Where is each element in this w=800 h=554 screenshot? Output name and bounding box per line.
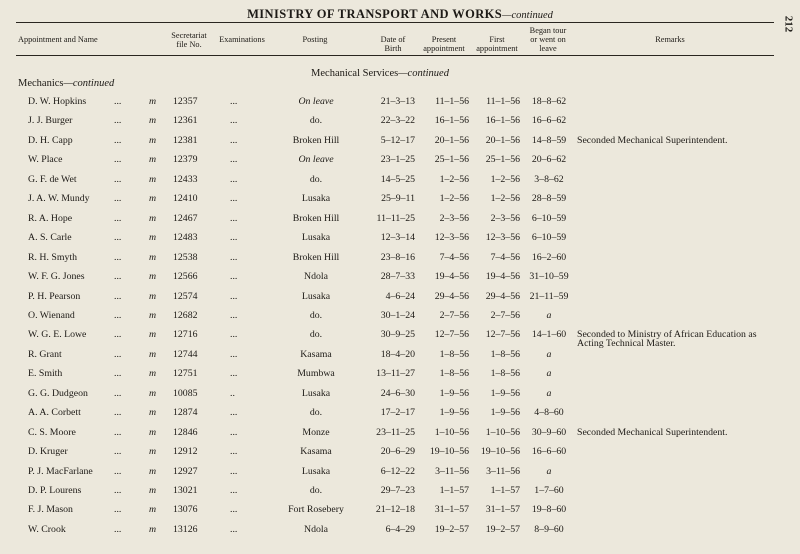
header-rule-top [16,22,774,23]
examinations-dots: ... [230,290,238,302]
present-appointment: 19–4–56 [434,271,469,283]
group-label [18,78,114,89]
sex-code: m [149,504,157,516]
staff-name: G. F. de Wet [28,173,77,185]
sex-code: m [149,290,157,302]
leader-dots: ... [114,368,122,380]
col-tour-line1: Began tour [529,26,567,35]
date-of-birth: 18–4–20 [380,348,415,360]
table-row [0,386,800,402]
page-title [0,7,800,22]
table-row [0,502,800,518]
table-row [0,211,800,227]
examinations-dots: ... [230,271,238,283]
leader-dots: ... [114,154,122,166]
file-number: 12927 [173,465,198,477]
examinations-dots: ... [230,173,238,185]
col-present [415,36,473,54]
file-number: 12381 [173,134,198,146]
table-row [0,191,800,207]
posting: do. [309,173,323,185]
col-tour-line2: or went on [530,34,566,44]
first-appointment: 25–1–56 [485,154,520,166]
date-of-birth: 23–8–16 [380,251,415,263]
col-present-line2: appointment [423,43,465,53]
began-tour: 30–9–60 [531,426,567,438]
first-appointment: 12–7–56 [485,329,520,341]
began-tour: 1–7–60 [534,485,564,496]
file-number: 13021 [173,485,198,496]
posting: do. [309,407,323,419]
col-dob-line1: Date of [380,35,406,44]
table-row [0,289,800,305]
examinations-dots: ... [230,309,238,321]
file-number: 12912 [173,446,198,458]
ministry-title: MINISTRY OF TRANSPORT AND WORKS [247,7,503,21]
staff-name: A. S. Carle [28,232,72,244]
staff-name: P. J. MacFarlane [28,465,93,477]
began-tour: 4–8–60 [534,407,564,419]
staff-name: D. H. Capp [28,134,73,146]
began-tour: 16–6–62 [531,115,567,127]
first-appointment: 3–11–56 [486,465,520,477]
present-appointment: 19–10–56 [429,446,469,458]
first-appointment: 7–4–56 [490,251,520,263]
examinations-dots: ... [230,193,238,205]
began-tour: 19–8–60 [531,504,567,516]
examinations-dots: ... [230,251,238,263]
table-row [0,405,800,421]
posting: do. [309,309,323,321]
date-of-birth: 29–7–23 [380,485,415,496]
present-appointment: 12–7–56 [434,329,469,341]
staff-name: R. A. Hope [28,212,73,224]
posting: Mumbwa [297,368,335,380]
group-label-text: Mechanics [18,78,64,89]
date-of-birth: 23–1–25 [380,154,415,166]
table-row [0,113,800,129]
examinations-dots: ... [230,523,238,535]
file-number: 12751 [173,368,198,380]
present-appointment: 1–8–56 [439,348,469,360]
leader-dots: ... [114,173,122,185]
date-of-birth: 6–12–22 [380,465,415,477]
sex-code: m [149,446,157,458]
col-first-line2: appointment [476,43,518,53]
posting: Lusaka [301,193,331,205]
present-appointment: 16–1–56 [434,115,469,127]
remarks: Seconded Mechanical Superintendent. [577,426,728,438]
posting: Broken Hill [292,134,340,146]
leader-dots: ... [114,115,122,127]
file-number: 12574 [173,290,198,302]
first-appointment: 19–4–56 [485,271,520,283]
date-of-birth: 5–12–17 [380,134,415,146]
sex-code: m [149,271,157,283]
began-tour: 14–8–59 [531,134,567,146]
sex-code: m [149,523,157,535]
present-appointment: 1–1–57 [439,485,469,496]
date-of-birth: 6–4–29 [385,523,415,535]
posting: Kasama [300,446,332,458]
began-tour: a [546,348,552,360]
first-appointment: 1–9–56 [490,387,520,399]
date-of-birth: 23–11–25 [376,426,415,438]
first-appointment: 12–3–56 [485,232,520,244]
table-row [0,327,800,350]
leader-dots: ... [114,387,122,399]
examinations-dots: ... [230,446,238,458]
examinations-dots: ... [230,212,238,224]
began-tour: a [546,465,552,477]
staff-name: W. G. E. Lowe [28,329,87,341]
posting: Broken Hill [292,251,340,263]
remarks: Seconded Mechanical Superintendent. [577,134,728,146]
leader-dots: ... [114,290,122,302]
began-tour: 14–1–60 [531,329,567,341]
staff-name: D. W. Hopkins [28,96,87,107]
sex-code: m [149,134,157,146]
began-tour: a [546,387,552,399]
sex-code: m [149,212,157,224]
present-appointment: 1–10–56 [434,426,469,438]
began-tour: a [546,309,552,321]
file-number: 12716 [173,329,198,341]
table-row [0,483,800,499]
table-row [0,347,800,363]
date-of-birth: 13–11–27 [376,368,415,380]
group-label-suffix: —continued [63,78,115,89]
file-number: 12379 [173,154,198,166]
first-appointment: 31–1–57 [485,504,520,516]
date-of-birth: 11–11–25 [376,212,415,224]
table-row [0,250,800,266]
date-of-birth: 30–9–25 [380,329,415,341]
posting: do. [309,115,323,127]
leader-dots: ... [114,523,122,535]
table-row [0,522,800,538]
began-tour: 18–8–62 [531,96,567,107]
leader-dots: ... [114,193,122,205]
present-appointment: 11–1–56 [435,96,469,107]
began-tour: 28–8–59 [531,193,567,205]
col-file [160,32,218,50]
sex-code: m [149,368,157,380]
examinations-dots: ... [230,329,238,341]
staff-name: D. Kruger [28,446,68,458]
first-appointment: 16–1–56 [485,115,520,127]
examinations-dots: ... [230,134,238,146]
table-row [0,308,800,324]
leader-dots: ... [114,212,122,224]
leader-dots: ... [114,348,122,360]
posting: Fort Rosebery [288,504,344,516]
first-appointment: 29–4–56 [485,290,520,302]
file-number: 12874 [173,407,198,419]
posting: On leave [298,154,334,166]
leader-dots: ... [114,446,122,458]
file-number: 12410 [173,193,198,205]
first-appointment: 11–1–56 [486,96,520,107]
staff-name: F. J. Mason [28,504,73,516]
col-tour [520,27,576,53]
leader-dots: ... [114,232,122,244]
first-appointment: 19–10–56 [480,446,520,458]
col-file-line1: Secretariat [171,31,207,40]
staff-name: D. P. Lourens [28,485,82,496]
posting: do. [309,329,323,341]
posting: On leave [298,96,334,107]
examinations-dots: ... [230,232,238,244]
first-appointment: 1–8–56 [490,368,520,380]
examinations-dots: ... [230,485,238,496]
leader-dots: ... [114,504,122,516]
sex-code: m [149,193,157,205]
date-of-birth: 25–9–11 [381,193,415,205]
present-appointment: 12–3–56 [434,232,469,244]
file-number: 12361 [173,115,198,127]
first-appointment: 1–2–56 [490,193,520,205]
began-tour: 8–9–60 [534,523,564,535]
examinations-dots: ... [230,407,238,419]
staff-name: O. Wienand [28,309,75,321]
sex-code: m [149,426,157,438]
posting: Broken Hill [292,212,340,224]
leader-dots: ... [114,271,122,283]
sex-code: m [149,173,157,185]
table-row [0,366,800,382]
leader-dots: ... [114,329,122,341]
date-of-birth: 14–5–25 [380,173,415,185]
staff-name: W. Crook [28,523,66,535]
date-of-birth: 4–6–24 [385,290,415,302]
staff-name: W. F. G. Jones [28,271,85,283]
staff-name: J. A. W. Mundy [28,193,90,205]
sex-code: m [149,96,157,107]
staff-name: R. Grant [28,348,62,360]
leader-dots: ... [114,426,122,438]
sex-code: m [149,387,157,399]
staff-name: W. Place [28,154,63,166]
leader-dots: ... [114,251,122,263]
present-appointment: 2–7–56 [439,309,469,321]
sex-code: m [149,407,157,419]
sex-code: m [149,329,157,341]
page-number: 212 [781,15,794,33]
present-appointment: 19–2–57 [434,523,469,535]
posting: Lusaka [301,290,331,302]
col-file-line2: file No. [176,39,202,49]
col-posting: Posting [302,35,328,44]
file-number: 12682 [173,309,198,321]
present-appointment: 1–2–56 [439,193,469,205]
col-dob [370,36,416,54]
leader-dots: ... [114,134,122,146]
present-appointment: 29–4–56 [434,290,469,302]
present-appointment: 1–9–56 [439,407,469,419]
sex-code: m [149,251,157,263]
date-of-birth: 22–3–22 [380,115,415,127]
present-appointment: 1–8–56 [439,368,469,380]
date-of-birth: 20–6–29 [380,446,415,458]
first-appointment: 20–1–56 [485,134,520,146]
date-of-birth: 30–1–24 [380,309,415,321]
began-tour: 6–10–59 [531,232,567,244]
section-title-text: Mechanical Services [311,68,399,79]
col-appointment: Appointment and Name [18,35,98,44]
file-number: 12357 [173,96,198,107]
file-number: 12483 [173,232,198,244]
remarks: Seconded to Ministry of African Education as Acting Technical Master. [577,329,757,350]
present-appointment: 20–1–56 [434,134,469,146]
began-tour: 3–8–62 [534,173,564,185]
staff-name: C. S. Moore [28,426,76,438]
col-dob-line2: Birth [384,43,402,53]
col-tour-line3: leave [539,43,557,53]
leader-dots: ... [114,309,122,321]
present-appointment: 1–2–56 [439,173,469,185]
examinations-dots: ... [230,504,238,516]
table-row [0,230,800,246]
leader-dots: ... [114,407,122,419]
col-present-line1: Present [431,35,457,44]
began-tour: 16–2–60 [531,251,567,263]
staff-name: E. Smith [28,368,63,380]
sex-code: m [149,232,157,244]
examinations-dots: .. [230,387,235,399]
date-of-birth: 21–12–18 [375,504,415,516]
col-first [468,36,526,54]
posting: Lusaka [301,465,331,477]
staff-name: R. H. Smyth [28,251,77,263]
present-appointment: 2–3–56 [439,212,469,224]
file-number: 10085 [173,387,198,399]
file-number: 12467 [173,212,198,224]
file-number: 12566 [173,271,198,283]
posting: Lusaka [301,232,331,244]
first-appointment: 1–2–56 [490,173,520,185]
posting: do. [309,485,323,496]
col-first-line1: First [489,35,505,44]
date-of-birth: 28–7–33 [380,271,415,283]
file-number: 12744 [173,348,198,360]
title-suffix: —continued [502,10,553,21]
present-appointment: 25–1–56 [434,154,469,166]
date-of-birth: 17–2–17 [380,407,415,419]
file-number: 12538 [173,251,198,263]
first-appointment: 1–9–56 [490,407,520,419]
file-number: 12433 [173,173,198,185]
sex-code: m [149,309,157,321]
table-row [0,172,800,188]
staff-name: A. A. Corbett [28,407,81,419]
date-of-birth: 24–6–30 [380,387,415,399]
col-remarks: Remarks [655,35,685,44]
col-examinations: Examinations [219,35,265,44]
file-number: 13076 [173,504,198,516]
staff-name: P. H. Pearson [28,290,81,302]
examinations-dots: ... [230,348,238,360]
header-rule-bottom [16,55,774,56]
leader-dots: ... [114,485,122,496]
examinations-dots: ... [230,368,238,380]
date-of-birth: 21–3–13 [380,96,415,107]
table-row [0,133,800,149]
posting: Lusaka [301,387,331,399]
staff-name: G. G. Dudgeon [28,387,88,399]
first-appointment: 1–10–56 [485,426,520,438]
table-row [0,94,800,110]
table-row [0,464,800,480]
sex-code: m [149,154,157,166]
first-appointment: 2–7–56 [490,309,520,321]
posting: Monze [302,426,330,438]
sex-code: m [149,348,157,360]
sex-code: m [149,465,157,477]
posting: Kasama [300,348,332,360]
leader-dots: ... [114,96,122,107]
examinations-dots: ... [230,154,238,166]
began-tour: 20–6–62 [531,154,567,166]
began-tour: 6–10–59 [531,212,567,224]
table-row [0,425,800,441]
examinations-dots: ... [230,426,238,438]
table-row [0,444,800,460]
sex-code: m [149,485,157,496]
present-appointment: 7–4–56 [439,251,469,263]
began-tour: 21–11–59 [529,290,569,302]
present-appointment: 1–9–56 [439,387,469,399]
examinations-dots: ... [230,96,238,107]
table-row [0,152,800,168]
date-of-birth: 12–3–14 [380,232,415,244]
examinations-dots: ... [230,115,238,127]
examinations-dots: ... [230,465,238,477]
first-appointment: 2–3–56 [490,212,520,224]
section-title [280,68,480,79]
began-tour: 16–6–60 [531,446,567,458]
leader-dots: ... [114,465,122,477]
first-appointment: 1–1–57 [490,485,520,496]
present-appointment: 31–1–57 [434,504,469,516]
section-title-suffix: —continued [398,68,449,79]
began-tour: 31–10–59 [529,271,569,283]
posting: Ndola [304,271,328,283]
first-appointment: 1–8–56 [490,348,520,360]
present-appointment: 3–11–56 [435,465,469,477]
began-tour: a [546,368,552,380]
staff-name: J. J. Burger [28,115,73,127]
table-row [0,269,800,285]
file-number: 12846 [173,426,198,438]
file-number: 13126 [173,523,198,535]
first-appointment: 19–2–57 [485,523,520,535]
posting: Ndola [304,523,328,535]
sex-code: m [149,115,157,127]
